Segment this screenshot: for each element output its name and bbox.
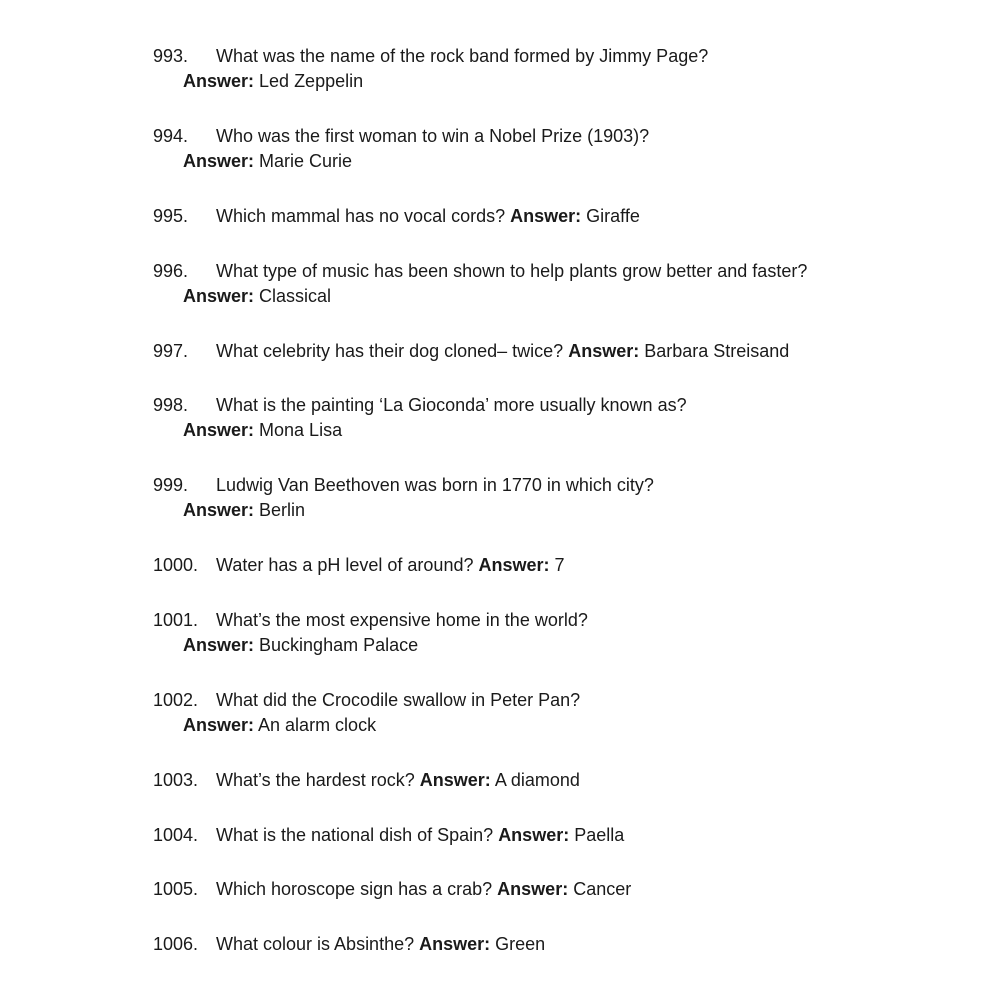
question-text: What celebrity has their dog cloned– twice? xyxy=(216,341,564,361)
answer-text: Cancer xyxy=(573,879,632,899)
answer-label: Answer: xyxy=(183,635,255,655)
answer-label: Answer: xyxy=(497,879,569,899)
question-line xyxy=(153,877,973,902)
answer-label: Answer: xyxy=(183,420,255,440)
question-number: 997. xyxy=(153,341,189,361)
quiz-item xyxy=(153,553,973,578)
answer-line xyxy=(153,284,973,309)
answer-label: Answer: xyxy=(183,500,255,520)
question-number: 1003. xyxy=(153,770,199,790)
answer-line xyxy=(153,713,973,738)
answer-line xyxy=(153,69,973,94)
question-number: 999. xyxy=(153,475,189,495)
question-number: 1004. xyxy=(153,825,199,845)
question-text: What is the national dish of Spain? xyxy=(216,825,494,845)
quiz-item xyxy=(153,688,973,738)
answer-line xyxy=(153,418,973,443)
question-text: What’s the most expensive home in the world? xyxy=(216,610,588,630)
answer-label: Answer: xyxy=(183,286,255,306)
question-number: 1001. xyxy=(153,610,199,630)
question-text: What did the Crocodile swallow in Peter Pan? xyxy=(216,690,581,710)
answer-text: Green xyxy=(495,934,546,954)
quiz-item xyxy=(153,473,973,523)
answer-label: Answer: xyxy=(183,715,255,735)
quiz-item xyxy=(153,204,973,229)
quiz-item xyxy=(153,932,973,957)
question-text: What’s the hardest rock? xyxy=(216,770,415,790)
question-line xyxy=(153,259,973,284)
answer-text: Paella xyxy=(574,825,625,845)
answer-label: Answer: xyxy=(183,71,255,91)
answer-text: Marie Curie xyxy=(259,151,353,171)
quiz-item xyxy=(153,393,973,443)
question-line xyxy=(153,932,973,957)
question-number: 995. xyxy=(153,206,189,226)
quiz-item xyxy=(153,877,973,902)
question-number: 1002. xyxy=(153,690,199,710)
question-line xyxy=(153,688,973,713)
quiz-item xyxy=(153,768,973,793)
answer-line xyxy=(153,498,973,523)
answer-label: Answer: xyxy=(419,934,491,954)
answer-text: 7 xyxy=(554,555,565,575)
answer-label: Answer: xyxy=(478,555,550,575)
question-line xyxy=(153,393,973,418)
question-line xyxy=(153,44,973,69)
answer-label: Answer: xyxy=(419,770,491,790)
question-text: What colour is Absinthe? xyxy=(216,934,415,954)
quiz-item xyxy=(153,823,973,848)
answer-text: Barbara Streisand xyxy=(644,341,790,361)
question-line xyxy=(153,768,973,793)
question-text: Ludwig Van Beethoven was born in 1770 in which city? xyxy=(216,475,654,495)
answer-label: Answer: xyxy=(183,151,255,171)
question-line xyxy=(153,124,973,149)
question-number: 1005. xyxy=(153,879,199,899)
answer-line xyxy=(153,633,973,658)
answer-label: Answer: xyxy=(568,341,640,361)
question-text: What was the name of the rock band formed by Jimmy Page? xyxy=(216,46,709,66)
question-text: Who was the first woman to win a Nobel Prize (1903)? xyxy=(216,126,650,146)
question-text: Which mammal has no vocal cords? xyxy=(216,206,506,226)
question-number: 994. xyxy=(153,126,189,146)
answer-label: Answer: xyxy=(510,206,582,226)
question-number: 1000. xyxy=(153,555,199,575)
answer-text: Giraffe xyxy=(586,206,640,226)
question-line xyxy=(153,473,973,498)
answer-text: An alarm clock xyxy=(258,715,377,735)
answer-text: Led Zeppelin xyxy=(259,71,364,91)
answer-text: Mona Lisa xyxy=(259,420,343,440)
answer-text: Buckingham Palace xyxy=(259,635,419,655)
question-line xyxy=(153,608,973,633)
question-text: What type of music has been shown to help plants grow better and faster? xyxy=(216,261,808,281)
answer-line xyxy=(153,149,973,174)
answer-text: Berlin xyxy=(259,500,306,520)
question-number: 993. xyxy=(153,46,189,66)
quiz-item xyxy=(153,339,973,364)
quiz-item xyxy=(153,259,973,309)
question-text: Water has a pH level of around? xyxy=(216,555,474,575)
question-text: Which horoscope sign has a crab? xyxy=(216,879,493,899)
question-number: 1006. xyxy=(153,934,199,954)
question-line xyxy=(153,553,973,578)
quiz-item xyxy=(153,608,973,658)
quiz-item xyxy=(153,124,973,174)
quiz-item xyxy=(153,44,973,94)
question-number: 998. xyxy=(153,395,189,415)
question-text: What is the painting ‘La Gioconda’ more usually known as? xyxy=(216,395,687,415)
question-line xyxy=(153,204,973,229)
answer-text: Classical xyxy=(259,286,332,306)
question-number: 996. xyxy=(153,261,189,281)
answer-text: A diamond xyxy=(494,770,580,790)
question-line xyxy=(153,339,973,364)
answer-label: Answer: xyxy=(498,825,570,845)
question-line xyxy=(153,823,973,848)
